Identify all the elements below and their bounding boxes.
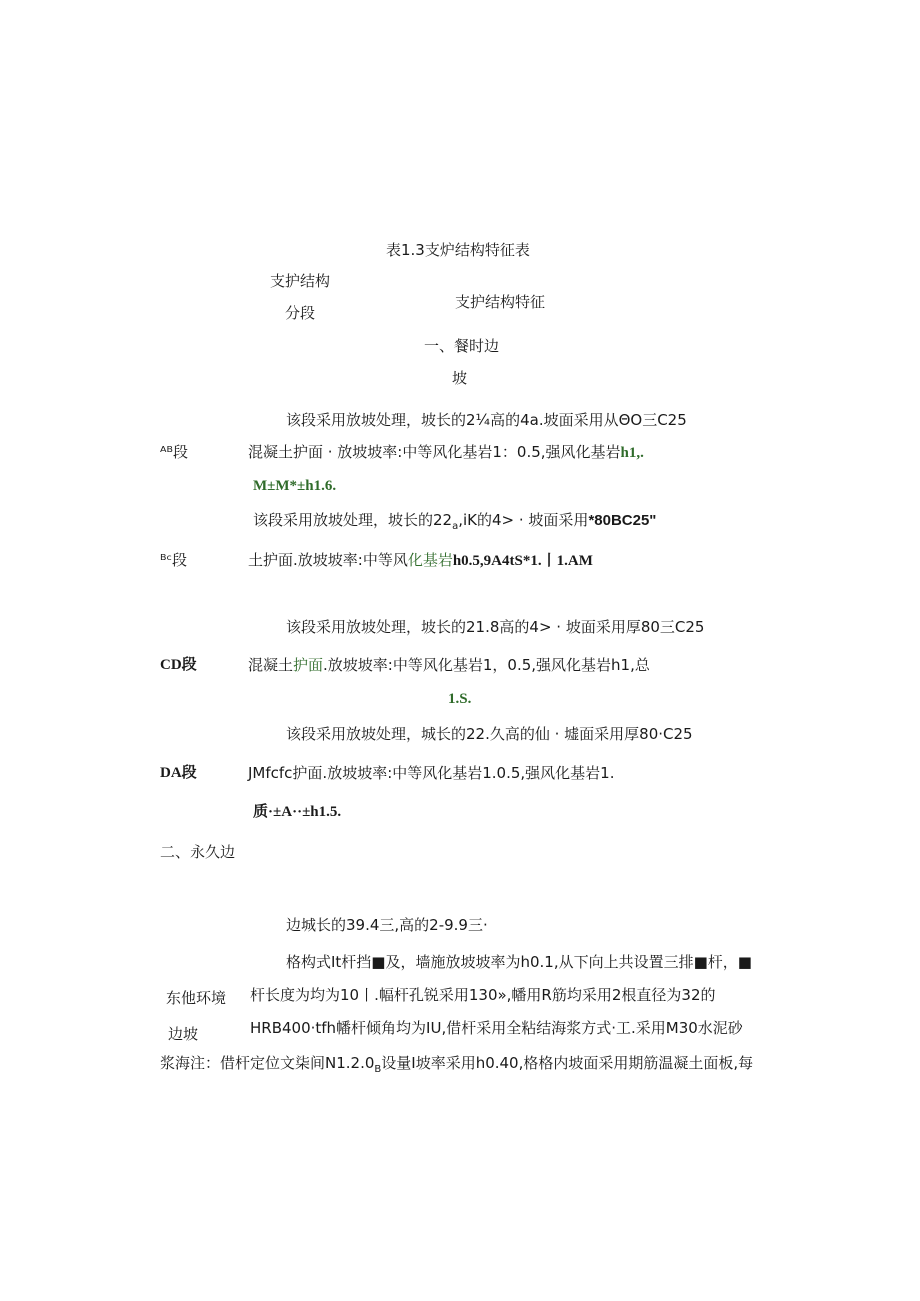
ab-line3: M±M*±h1.6. — [253, 478, 337, 494]
bc-line1-tail: *80BC25" — [588, 512, 657, 529]
bc-line1 — [253, 510, 656, 537]
bc-label: ᴮᶜ段 — [160, 551, 188, 569]
perm-line2: 格构式It杆挡■及，墙施放坡坡率为h0.1,从下向上共设置三排■杆，■ — [286, 953, 752, 971]
cd-line2-green: 护面 — [293, 656, 324, 674]
perm-line3: 杆长度为均为10丨.幅杆孔锐采用130»,幡用R筋均采用2根直径为32的 — [250, 986, 716, 1004]
section1-heading-line1: 一、餐时边 — [424, 337, 500, 355]
perm-line4: HRB400·tfh幡杆倾角均为IU,借杆采用全粘结海浆方式·工.采用M30水泥砂 — [250, 1019, 743, 1037]
perm-line5-sub: B — [374, 1064, 382, 1075]
ab-line2 — [248, 442, 644, 463]
perm-line5-a: 浆海注：借杆定位文柒间N1.2.0 — [160, 1054, 375, 1072]
bc-line1-mid: ,iK的4> · 坡面采用 — [458, 511, 589, 529]
section2-heading: 二、永久边 — [160, 843, 236, 861]
perm-label-line2: 边坡 — [168, 1025, 199, 1043]
cd-line3: 1.S. — [448, 691, 472, 707]
bc-line2 — [248, 550, 593, 571]
bc-line2-tail: h0.5,9A4tS*1.丨1.AM — [452, 553, 593, 569]
bc-line1-main: 该段采用放坡处理，坡长的22 — [253, 511, 453, 529]
cd-line2 — [248, 655, 650, 675]
ab-line2-main: 混凝土护面 · 放坡坡率:中等风化基岩1：0.5,强风化基岩 — [248, 443, 621, 461]
ab-label: ᴬᴮ段 — [160, 443, 188, 461]
perm-line1: 边城长的39.4三,高的2-9.9三· — [286, 916, 488, 934]
cd-label: CD段 — [160, 657, 197, 673]
header-col1-line1: 支护结构 — [270, 272, 331, 290]
bc-line1-sub: a — [452, 521, 459, 532]
cd-line2-c: .放坡坡率:中等风化基岩1，0.5,强风化基岩h1,总 — [323, 656, 650, 674]
ab-line2-tail: h1,. — [620, 445, 644, 461]
bc-line2-green: 化基岩 — [407, 551, 453, 569]
section1-heading-line2: 坡 — [452, 369, 468, 387]
perm-label-line1: 东他环境 — [166, 989, 227, 1007]
perm-line5 — [160, 1053, 753, 1080]
da-line1: 该段采用放坡处理，城长的22.久高的仙 · 墟面采用厚80·C25 — [286, 725, 693, 743]
header-col1-line2: 分段 — [285, 304, 316, 322]
da-line2: JMfcfc护面.放坡坡率:中等风化基岩1.0.5,强风化基岩1. — [248, 764, 615, 782]
header-col2: 支护结构特征 — [455, 293, 546, 311]
perm-line5-b: 设量I坡率采用h0.40,格格内坡面采用期筋温凝土面板,每 — [381, 1054, 754, 1072]
ab-line1: 该段采用放坡处理，坡长的2¼高的4a.坡面采用从ΘO三C25 — [286, 411, 687, 429]
cd-line2-a: 混凝土 — [248, 656, 294, 674]
cd-line1: 该段采用放坡处理，坡长的21.8高的4> · 坡面采用厚80三C25 — [286, 618, 705, 636]
da-line3: 质·±A··±h1.5. — [253, 804, 342, 820]
bc-line2-main: 土护面.放坡坡率:中等风 — [248, 551, 408, 569]
da-label: DA段 — [160, 765, 197, 781]
table-title: 表1.3支炉结构特征表 — [386, 241, 530, 259]
